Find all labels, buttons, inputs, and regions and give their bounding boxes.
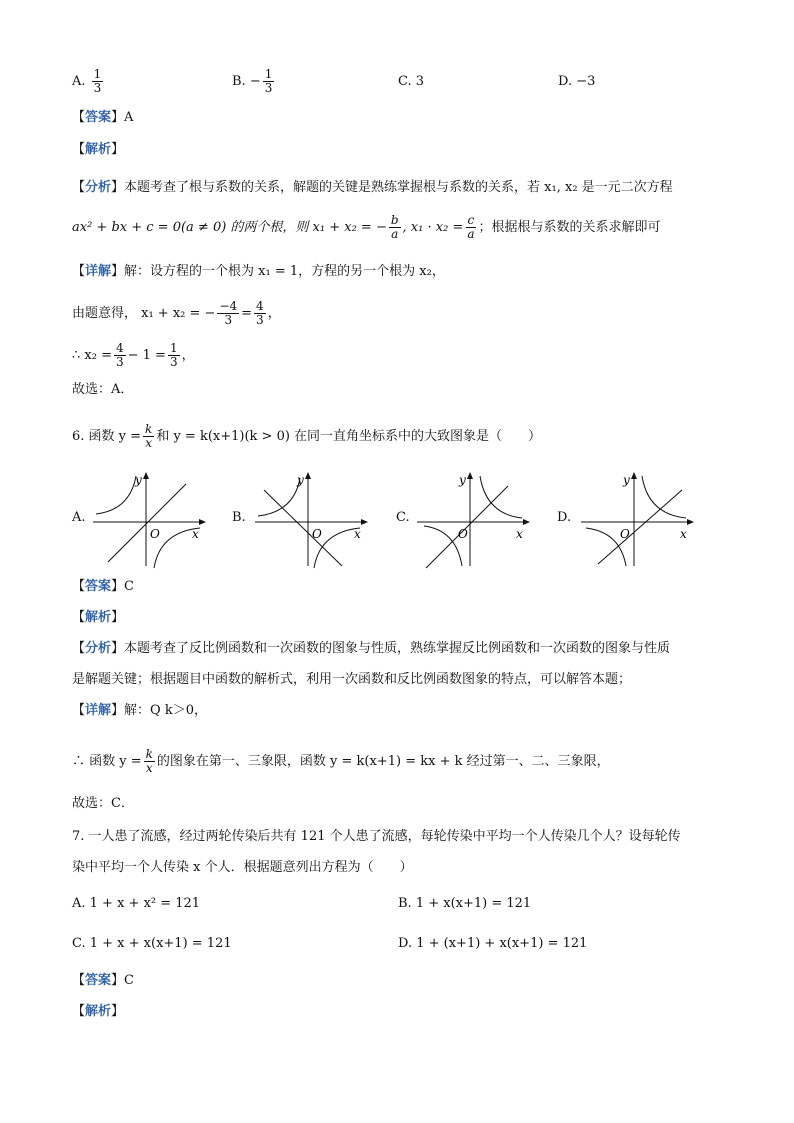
hyperbola-branch-1 — [258, 478, 300, 516]
vieta-sum: ax² + bx + c = 0(a ≠ 0) 的两个根，则 x₁ + x₂ = − — [72, 220, 387, 235]
answer-tag: 【答案】 — [72, 110, 125, 125]
punct: ， — [267, 306, 281, 321]
x-label: x — [680, 527, 687, 541]
y-arrow — [143, 472, 149, 479]
step-text: ∴ x₂ = — [72, 348, 112, 363]
q6-xiangjie — [72, 701, 207, 721]
y-label: y — [623, 473, 630, 487]
q7-option-c[interactable]: C. 1 + x + x(x+1) = 121 — [72, 936, 232, 951]
fraction — [389, 214, 401, 241]
x-label: x — [354, 527, 361, 541]
fenxi-tag: 【分析】 — [72, 180, 125, 195]
q5-step1 — [72, 300, 281, 327]
denominator: a — [467, 227, 475, 241]
denominator: 3 — [264, 81, 273, 95]
xiangjie-text: 解：设方程的一个根为 x₁ = 1，方程的另一个根为 x₂， — [124, 264, 445, 279]
x-arrow — [523, 519, 530, 525]
numerator: k — [145, 747, 153, 761]
numerator: 4 — [115, 341, 124, 355]
graph-d[interactable] — [576, 466, 698, 572]
origin-label: O — [150, 527, 160, 541]
graph-c-label[interactable]: C. — [396, 510, 410, 525]
jiexi-tag: 【解析】 — [72, 610, 125, 625]
q5-conclusion: 故选：A． — [72, 382, 134, 397]
q7-answer — [72, 971, 134, 991]
fraction — [254, 300, 266, 327]
xiangjie-tag: 【详解】 — [72, 264, 125, 279]
denominator: 3 — [169, 355, 178, 369]
stem-text-2: 和 y = k(x+1)(k > 0) 在同一直角坐标系中的大致图象是（ ） — [156, 429, 542, 444]
fraction — [168, 342, 180, 369]
xiangjie-text: 解：Q k＞0， — [124, 703, 207, 718]
q6-step — [72, 748, 610, 775]
graph-c[interactable] — [412, 466, 534, 572]
fenxi-tail: ；根据根与系数的关系求解即可 — [478, 220, 661, 235]
punct: ， — [181, 348, 195, 363]
q5-option-c: C. 3 — [398, 74, 425, 89]
step-text-2: 的图象在第一、三象限，函数 y = k(x+1) = kx + k 经过第一、二、三象限， — [156, 754, 610, 769]
numerator: 1 — [264, 67, 273, 81]
q6-stem — [72, 423, 541, 450]
y-label: y — [135, 473, 142, 487]
equals: = — [241, 306, 253, 321]
fenxi-text: 本题考查了反比例函数和一次函数的图象与性质，熟练掌握反比例函数和一次函数的图象与性质 — [124, 641, 671, 656]
numerator: 1 — [93, 67, 102, 81]
y-label: y — [297, 473, 304, 487]
xiangjie-tag: 【详解】 — [72, 703, 125, 718]
linear-function — [108, 484, 186, 562]
q7-option-a[interactable]: A. 1 + x + x² = 121 — [72, 896, 201, 911]
jiexi-tag: 【解析】 — [72, 142, 125, 157]
fenxi-text: 本题考查了根与系数的关系，解题的关键是熟练掌握根与系数的关系，若 x₁, x₂ 是一元二次方程 — [124, 180, 673, 195]
q6-conclusion: 故选：C． — [72, 796, 134, 811]
fraction — [465, 214, 476, 241]
origin-label: O — [620, 527, 630, 541]
fraction — [144, 748, 155, 775]
numerator: −4 — [219, 299, 238, 313]
q6-answer — [72, 577, 134, 597]
x-arrow — [361, 519, 368, 525]
fraction — [217, 300, 239, 327]
graph-b-label[interactable]: B. — [232, 510, 246, 525]
q6-fenxi-line1 — [72, 639, 670, 659]
step-text: ∴ 函数 y = — [72, 754, 142, 769]
fenxi-tag: 【分析】 — [72, 641, 125, 656]
graph-d-label[interactable]: D. — [557, 510, 572, 525]
y-arrow — [631, 472, 637, 479]
q5-jiexi — [72, 140, 124, 160]
x-label: x — [516, 527, 523, 541]
denominator: a — [391, 227, 399, 241]
hyperbola-branch-1 — [642, 476, 686, 518]
hyperbola-branch-2 — [424, 526, 462, 566]
minus-sign: − — [249, 74, 261, 89]
q7-option-d[interactable]: D. 1 + (x+1) + x(x+1) = 121 — [398, 936, 588, 951]
step-text: 由题意得， x₁ + x₂ = − — [72, 306, 216, 321]
option-label: A. — [72, 74, 86, 89]
origin-label: O — [312, 527, 322, 541]
q7-option-b[interactable]: B. 1 + x(x+1) = 121 — [398, 896, 532, 911]
q5-step2 — [72, 342, 195, 369]
q5-xiangjie — [72, 262, 445, 282]
graph-a[interactable] — [88, 466, 210, 572]
numerator: b — [390, 213, 399, 227]
answer-value: A — [124, 110, 134, 125]
x-label: x — [192, 527, 199, 541]
denominator: 3 — [256, 313, 264, 327]
linear-function — [598, 490, 682, 564]
graph-a-label[interactable]: A. — [72, 510, 86, 525]
numerator: k — [145, 422, 153, 436]
fraction — [143, 423, 154, 450]
graph-b[interactable] — [250, 466, 372, 572]
q5-fenxi-line1 — [72, 178, 673, 198]
stem-text: 6. 函数 y = — [72, 429, 142, 444]
q7-stem-line2: 染中平均一个人传染 x 个人．根据题意列出方程为（ ） — [72, 860, 413, 875]
y-arrow — [467, 472, 473, 479]
hyperbola-branch-1 — [96, 476, 136, 514]
x-arrow — [199, 519, 206, 525]
fraction — [114, 342, 126, 369]
hyperbola-branch-1 — [480, 476, 522, 518]
y-label: y — [459, 473, 466, 487]
answer-tag: 【答案】 — [72, 973, 125, 988]
q7-stem-line1: 7. 一人患了流感，经过两轮传染后共有 121 个人患了流感，每轮传染中平均一个人传染几个人？设每轮传 — [72, 829, 681, 844]
fraction — [92, 68, 104, 95]
q6-jiexi — [72, 608, 124, 628]
answer-tag: 【答案】 — [72, 579, 125, 594]
denominator: x — [145, 761, 153, 775]
q5-fenxi-line2 — [72, 214, 661, 241]
numerator: 1 — [169, 341, 178, 355]
answer-value: C — [124, 579, 134, 594]
q6-fenxi-line2: 是解题关键；根据题目中函数的解析式，利用一次函数和反比例函数图象的特点，可以解答本题； — [72, 672, 632, 687]
y-arrow — [305, 472, 311, 479]
numerator: c — [467, 213, 475, 227]
fraction — [263, 68, 275, 95]
q7-jiexi — [72, 1002, 124, 1022]
linear-function — [264, 490, 342, 566]
q5-option-a — [72, 68, 105, 95]
q5-answer — [72, 108, 133, 128]
jiexi-tag: 【解析】 — [72, 1004, 125, 1019]
denominator: 3 — [93, 81, 102, 95]
numerator: 4 — [256, 299, 264, 313]
step-mid: − 1 = — [127, 348, 166, 363]
denominator: 3 — [224, 313, 233, 327]
vieta-product: , x₁ · x₂ = — [402, 220, 464, 235]
q5-option-b — [232, 68, 276, 95]
denominator: x — [145, 436, 153, 450]
option-label: B. — [232, 74, 246, 89]
origin-label: O — [458, 527, 468, 541]
q5-option-d: D. −3 — [558, 74, 596, 89]
x-arrow — [687, 519, 694, 525]
answer-value: C — [124, 973, 134, 988]
denominator: 3 — [115, 355, 124, 369]
